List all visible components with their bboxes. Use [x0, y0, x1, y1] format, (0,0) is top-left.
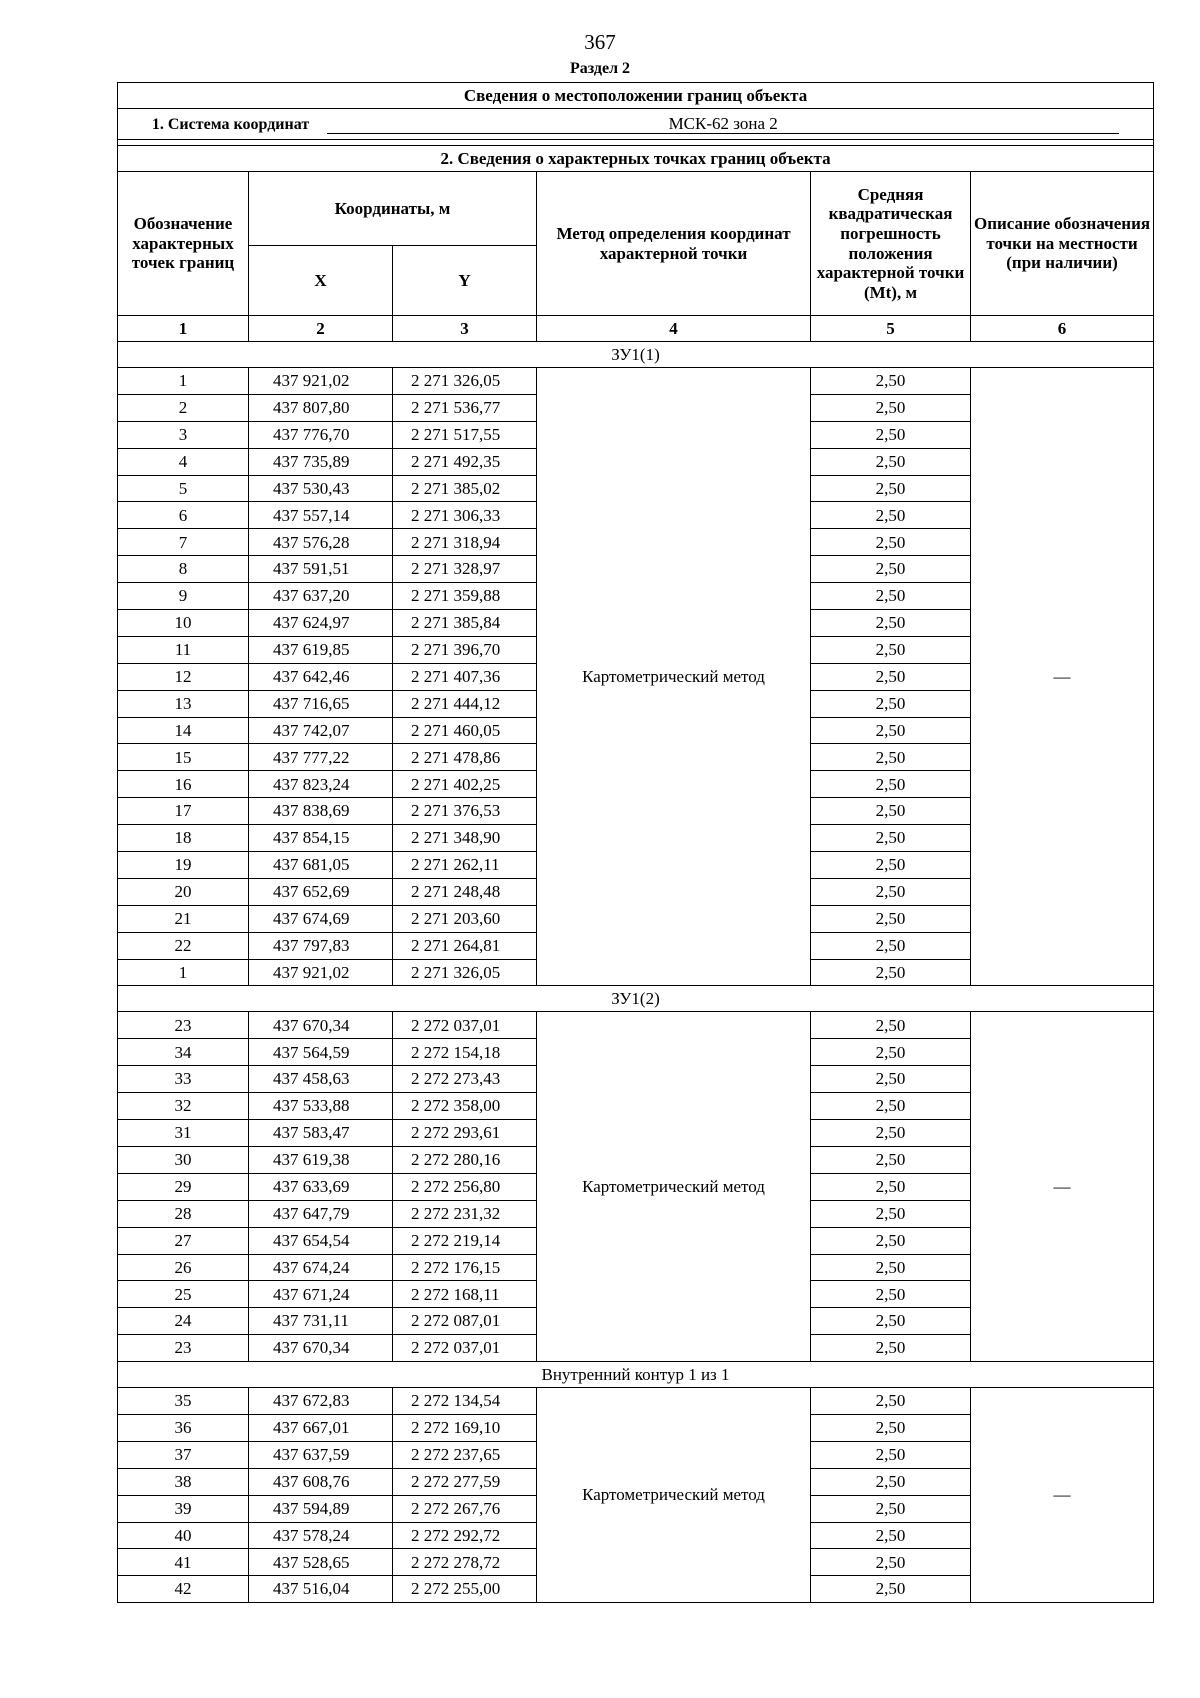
point-id-cell: 27 [118, 1227, 249, 1254]
group-label: ЗУ1(2) [118, 986, 1154, 1012]
point-id-cell: 23 [118, 1012, 249, 1039]
y-coordinate-cell: 2 271 348,90 [393, 825, 537, 852]
x-coordinate-cell: 437 807,80 [249, 394, 393, 421]
x-coordinate-cell: 437 674,24 [249, 1254, 393, 1281]
table-row [118, 1012, 1154, 1039]
error-cell: 2,50 [811, 1254, 971, 1281]
y-coordinate-cell: 2 271 385,02 [393, 475, 537, 502]
x-coordinate-cell: 437 633,69 [249, 1173, 393, 1200]
y-coordinate-cell: 2 272 169,10 [393, 1414, 537, 1441]
error-cell: 2,50 [811, 1495, 971, 1522]
point-id-cell: 35 [118, 1388, 249, 1415]
point-id-cell: 36 [118, 1414, 249, 1441]
x-coordinate-cell: 437 642,46 [249, 663, 393, 690]
x-coordinate-cell: 437 654,54 [249, 1227, 393, 1254]
y-coordinate-cell: 2 271 376,53 [393, 798, 537, 825]
point-id-cell: 22 [118, 932, 249, 959]
y-coordinate-cell: 2 271 262,11 [393, 852, 537, 879]
y-coordinate-cell: 2 272 154,18 [393, 1039, 537, 1066]
point-id-cell: 33 [118, 1066, 249, 1093]
error-cell: 2,50 [811, 1468, 971, 1495]
y-coordinate-cell: 2 272 255,00 [393, 1576, 537, 1603]
error-cell: 2,50 [811, 502, 971, 529]
table-row [118, 368, 1154, 395]
error-cell: 2,50 [811, 690, 971, 717]
x-coordinate-cell: 437 735,89 [249, 448, 393, 475]
point-id-cell: 5 [118, 475, 249, 502]
y-coordinate-cell: 2 272 280,16 [393, 1146, 537, 1173]
error-cell: 2,50 [811, 1173, 971, 1200]
point-id-cell: 42 [118, 1576, 249, 1603]
x-coordinate-cell: 437 458,63 [249, 1066, 393, 1093]
header-description: Описание обозначения точки на местности (при наличии) [971, 172, 1154, 316]
header-point: Обозначение характерных точек границ [118, 172, 249, 316]
error-cell: 2,50 [811, 1146, 971, 1173]
column-numbers-row [118, 316, 1154, 342]
y-coordinate-cell: 2 272 087,01 [393, 1308, 537, 1335]
y-coordinate-cell: 2 272 256,80 [393, 1173, 537, 1200]
point-id-cell: 24 [118, 1308, 249, 1335]
y-coordinate-cell: 2 272 231,32 [393, 1200, 537, 1227]
x-coordinate-cell: 437 647,79 [249, 1200, 393, 1227]
y-coordinate-cell: 2 272 273,43 [393, 1066, 537, 1093]
x-coordinate-cell: 437 670,34 [249, 1335, 393, 1362]
point-id-cell: 9 [118, 583, 249, 610]
section-label: Раздел 2 [569, 60, 631, 77]
point-id-cell: 32 [118, 1093, 249, 1120]
x-coordinate-cell: 437 528,65 [249, 1549, 393, 1576]
y-coordinate-cell: 2 271 326,05 [393, 368, 537, 395]
x-coordinate-cell: 437 921,02 [249, 959, 393, 986]
error-cell: 2,50 [811, 1388, 971, 1415]
y-coordinate-cell: 2 271 318,94 [393, 529, 537, 556]
x-coordinate-cell: 437 578,24 [249, 1522, 393, 1549]
point-id-cell: 20 [118, 878, 249, 905]
y-coordinate-cell: 2 272 277,59 [393, 1468, 537, 1495]
method-cell: Картометрический метод [537, 1388, 811, 1603]
x-coordinate-cell: 437 672,83 [249, 1388, 393, 1415]
x-coordinate-cell: 437 671,24 [249, 1281, 393, 1308]
error-cell: 2,50 [811, 771, 971, 798]
point-id-cell: 29 [118, 1173, 249, 1200]
header-error: Средняя квадратическая погрешность положения характерной точки (Mt), м [811, 172, 971, 316]
error-cell: 2,50 [811, 448, 971, 475]
error-cell: 2,50 [811, 421, 971, 448]
point-id-cell: 8 [118, 556, 249, 583]
y-coordinate-cell: 2 272 037,01 [393, 1012, 537, 1039]
description-cell: — [971, 1012, 1154, 1362]
point-id-cell: 1 [118, 959, 249, 986]
column-number: 6 [971, 316, 1154, 342]
x-coordinate-cell: 437 854,15 [249, 825, 393, 852]
y-coordinate-cell: 2 272 293,61 [393, 1120, 537, 1147]
point-id-cell: 18 [118, 825, 249, 852]
y-coordinate-cell: 2 272 278,72 [393, 1549, 537, 1576]
header-method: Метод определения координат характерной точки [537, 172, 811, 316]
x-coordinate-cell: 437 533,88 [249, 1093, 393, 1120]
table-row [118, 1388, 1154, 1415]
point-id-cell: 11 [118, 636, 249, 663]
x-coordinate-cell: 437 557,14 [249, 502, 393, 529]
y-coordinate-cell: 2 271 407,36 [393, 663, 537, 690]
y-coordinate-cell: 2 271 536,77 [393, 394, 537, 421]
x-coordinate-cell: 437 564,59 [249, 1039, 393, 1066]
error-cell: 2,50 [811, 1120, 971, 1147]
coord-system-label: 1. Система координат [151, 115, 310, 133]
coord-system-row [118, 109, 1154, 140]
page-number: 367 [584, 30, 616, 54]
column-number: 4 [537, 316, 811, 342]
error-cell: 2,50 [811, 905, 971, 932]
error-cell: 2,50 [811, 852, 971, 879]
description-cell: — [971, 368, 1154, 986]
x-coordinate-cell: 437 838,69 [249, 798, 393, 825]
y-coordinate-cell: 2 271 385,84 [393, 610, 537, 637]
coord-system-cell [118, 109, 1154, 140]
column-number: 3 [393, 316, 537, 342]
y-coordinate-cell: 2 271 248,48 [393, 878, 537, 905]
x-coordinate-cell: 437 797,83 [249, 932, 393, 959]
point-id-cell: 7 [118, 529, 249, 556]
y-coordinate-cell: 2 271 396,70 [393, 636, 537, 663]
point-id-cell: 21 [118, 905, 249, 932]
point-id-cell: 12 [118, 663, 249, 690]
point-id-cell: 40 [118, 1522, 249, 1549]
error-cell: 2,50 [811, 1576, 971, 1603]
x-coordinate-cell: 437 777,22 [249, 744, 393, 771]
error-cell: 2,50 [811, 529, 971, 556]
error-cell: 2,50 [811, 1549, 971, 1576]
y-coordinate-cell: 2 272 219,14 [393, 1227, 537, 1254]
point-id-cell: 34 [118, 1039, 249, 1066]
y-coordinate-cell: 2 271 203,60 [393, 905, 537, 932]
point-id-cell: 1 [118, 368, 249, 395]
y-coordinate-cell: 2 272 267,76 [393, 1495, 537, 1522]
x-coordinate-cell: 437 583,47 [249, 1120, 393, 1147]
point-id-cell: 16 [118, 771, 249, 798]
point-id-cell: 26 [118, 1254, 249, 1281]
method-cell: Картометрический метод [537, 368, 811, 986]
point-id-cell: 28 [118, 1200, 249, 1227]
x-coordinate-cell: 437 591,51 [249, 556, 393, 583]
y-coordinate-cell: 2 272 358,00 [393, 1093, 537, 1120]
error-cell: 2,50 [811, 1522, 971, 1549]
point-id-cell: 23 [118, 1335, 249, 1362]
point-id-cell: 25 [118, 1281, 249, 1308]
table-subtitle: 2. Сведения о характерных точках границ объекта [118, 146, 1154, 172]
error-cell: 2,50 [811, 798, 971, 825]
error-cell: 2,50 [811, 1308, 971, 1335]
error-cell: 2,50 [811, 368, 971, 395]
error-cell: 2,50 [811, 1414, 971, 1441]
group-label: Внутренний контур 1 из 1 [118, 1362, 1154, 1388]
error-cell: 2,50 [811, 959, 971, 986]
point-id-cell: 6 [118, 502, 249, 529]
error-cell: 2,50 [811, 878, 971, 905]
y-coordinate-cell: 2 271 492,35 [393, 448, 537, 475]
x-coordinate-cell: 437 776,70 [249, 421, 393, 448]
y-coordinate-cell: 2 272 134,54 [393, 1388, 537, 1415]
y-coordinate-cell: 2 271 402,25 [393, 771, 537, 798]
error-cell: 2,50 [811, 556, 971, 583]
title-row [118, 83, 1154, 109]
error-cell: 2,50 [811, 1039, 971, 1066]
error-cell: 2,50 [811, 744, 971, 771]
x-coordinate-cell: 437 742,07 [249, 717, 393, 744]
point-id-cell: 31 [118, 1120, 249, 1147]
column-number: 1 [118, 316, 249, 342]
x-coordinate-cell: 437 921,02 [249, 368, 393, 395]
x-coordinate-cell: 437 576,28 [249, 529, 393, 556]
y-coordinate-cell: 2 271 326,05 [393, 959, 537, 986]
y-coordinate-cell: 2 271 306,33 [393, 502, 537, 529]
point-id-cell: 38 [118, 1468, 249, 1495]
point-id-cell: 19 [118, 852, 249, 879]
point-id-cell: 14 [118, 717, 249, 744]
point-id-cell: 41 [118, 1549, 249, 1576]
error-cell: 2,50 [811, 825, 971, 852]
x-coordinate-cell: 437 594,89 [249, 1495, 393, 1522]
error-cell: 2,50 [811, 932, 971, 959]
x-coordinate-cell: 437 608,76 [249, 1468, 393, 1495]
group-header-row [118, 986, 1154, 1012]
x-coordinate-cell: 437 516,04 [249, 1576, 393, 1603]
x-coordinate-cell: 437 619,85 [249, 636, 393, 663]
error-cell: 2,50 [811, 394, 971, 421]
point-id-cell: 4 [118, 448, 249, 475]
x-coordinate-cell: 437 670,34 [249, 1012, 393, 1039]
point-id-cell: 2 [118, 394, 249, 421]
error-cell: 2,50 [811, 663, 971, 690]
error-cell: 2,50 [811, 1335, 971, 1362]
y-coordinate-cell: 2 272 168,11 [393, 1281, 537, 1308]
description-cell: — [971, 1388, 1154, 1603]
error-cell: 2,50 [811, 717, 971, 744]
point-id-cell: 39 [118, 1495, 249, 1522]
point-id-cell: 13 [118, 690, 249, 717]
point-id-cell: 10 [118, 610, 249, 637]
y-coordinate-cell: 2 271 444,12 [393, 690, 537, 717]
point-id-cell: 3 [118, 421, 249, 448]
subtitle-row [118, 146, 1154, 172]
header-coords: Координаты, м [249, 172, 537, 246]
x-coordinate-cell: 437 667,01 [249, 1414, 393, 1441]
group-label: ЗУ1(1) [118, 342, 1154, 368]
header-row [118, 172, 1154, 246]
point-id-cell: 17 [118, 798, 249, 825]
x-coordinate-cell: 437 823,24 [249, 771, 393, 798]
x-coordinate-cell: 437 731,11 [249, 1308, 393, 1335]
y-coordinate-cell: 2 272 237,65 [393, 1441, 537, 1468]
y-coordinate-cell: 2 272 037,01 [393, 1335, 537, 1362]
error-cell: 2,50 [811, 1281, 971, 1308]
error-cell: 2,50 [811, 583, 971, 610]
x-coordinate-cell: 437 637,59 [249, 1441, 393, 1468]
y-coordinate-cell: 2 271 264,81 [393, 932, 537, 959]
x-coordinate-cell: 437 716,65 [249, 690, 393, 717]
point-id-cell: 37 [118, 1441, 249, 1468]
header-y: Y [393, 246, 537, 316]
x-coordinate-cell: 437 619,38 [249, 1146, 393, 1173]
column-number: 5 [811, 316, 971, 342]
error-cell: 2,50 [811, 1093, 971, 1120]
boundary-points-table [117, 82, 1154, 1603]
point-id-cell: 30 [118, 1146, 249, 1173]
y-coordinate-cell: 2 272 292,72 [393, 1522, 537, 1549]
y-coordinate-cell: 2 271 517,55 [393, 421, 537, 448]
x-coordinate-cell: 437 530,43 [249, 475, 393, 502]
error-cell: 2,50 [811, 610, 971, 637]
group-header-row [118, 342, 1154, 368]
error-cell: 2,50 [811, 636, 971, 663]
coord-system-value: МСК-62 зона 2 [327, 114, 1119, 134]
y-coordinate-cell: 2 271 328,97 [393, 556, 537, 583]
table-title: Сведения о местоположении границ объекта [118, 83, 1154, 109]
column-number: 2 [249, 316, 393, 342]
x-coordinate-cell: 437 681,05 [249, 852, 393, 879]
y-coordinate-cell: 2 271 478,86 [393, 744, 537, 771]
method-cell: Картометрический метод [537, 1012, 811, 1362]
error-cell: 2,50 [811, 1066, 971, 1093]
error-cell: 2,50 [811, 1227, 971, 1254]
error-cell: 2,50 [811, 475, 971, 502]
y-coordinate-cell: 2 272 176,15 [393, 1254, 537, 1281]
y-coordinate-cell: 2 271 460,05 [393, 717, 537, 744]
y-coordinate-cell: 2 271 359,88 [393, 583, 537, 610]
error-cell: 2,50 [811, 1200, 971, 1227]
x-coordinate-cell: 437 674,69 [249, 905, 393, 932]
point-id-cell: 15 [118, 744, 249, 771]
header-x: X [249, 246, 393, 316]
error-cell: 2,50 [811, 1441, 971, 1468]
error-cell: 2,50 [811, 1012, 971, 1039]
group-header-row [118, 1362, 1154, 1388]
x-coordinate-cell: 437 624,97 [249, 610, 393, 637]
x-coordinate-cell: 437 652,69 [249, 878, 393, 905]
x-coordinate-cell: 437 637,20 [249, 583, 393, 610]
